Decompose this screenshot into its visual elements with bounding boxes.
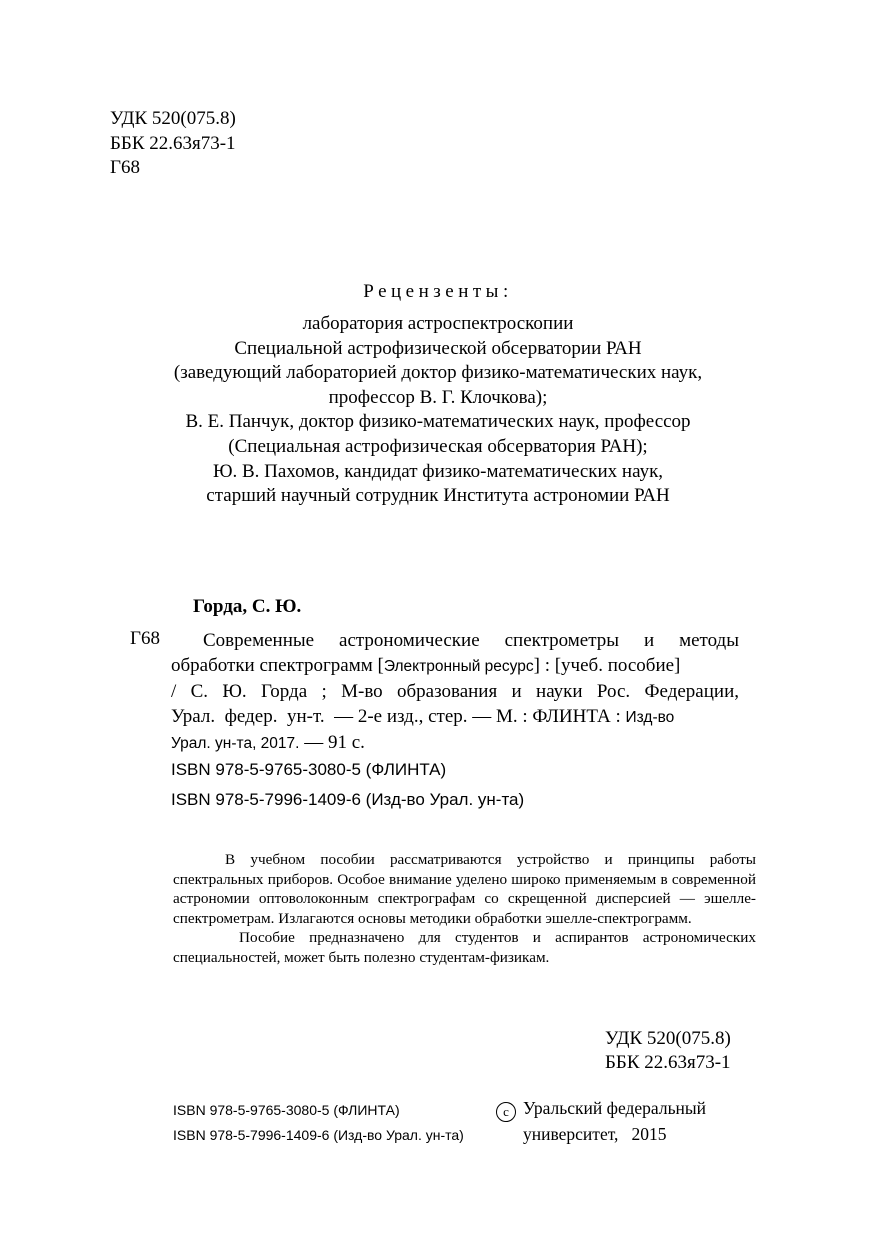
copyright-holder: Уральский федеральный xyxy=(523,1098,707,1118)
bibliographic-author-mark: Г68 xyxy=(130,628,160,649)
bbk-code: ББК 22.63я73-1 xyxy=(605,1052,731,1073)
copyright-icon: c xyxy=(496,1102,516,1122)
bib-line-3: / С. Ю. Горда ; М-во образования и науки Рос. Федерации, xyxy=(171,681,739,702)
bibliographic-author: Горда, С. Ю. xyxy=(193,596,302,617)
bib-line-4: Урал. федер. ун-т. — 2-е изд., стер. — М. : ФЛИНТА : Изд-во xyxy=(171,706,675,727)
reviewer-line: старший научный сотрудник Института астрономии РАН xyxy=(206,485,670,507)
bottom-isbn-list xyxy=(173,1098,464,1148)
bib-line-1: Современные астрономические спектрометры и методы xyxy=(203,630,739,651)
abstract xyxy=(173,850,756,968)
reviewer-line: Ю. В. Пахомов, кандидат физико-математических наук, xyxy=(212,460,664,482)
top-classification-codes xyxy=(110,107,236,181)
reviewer-line: Специальной астрофизической обсерватории РАН xyxy=(234,337,642,359)
abstract-paragraph: В учебном пособии рассматриваются устройство и принципы работы спектральных приборов. Особое внимание уделено широко применяемым в современной астрономии оптоволоконным спектрографам со скрещенной дисперсией — эшелле-спектрометрам. Излагаются основы методики обработки эшелле-спектрограмм. xyxy=(173,851,756,927)
reviewer-line: (Специальная астрофизическая обсерватория РАН); xyxy=(228,435,648,457)
reviewer-line: лаборатория астроспектроскопии xyxy=(302,313,574,334)
electronic-resource-note: Электронный ресурс xyxy=(383,658,534,675)
udk-code: УДК 520(075.8) xyxy=(110,108,236,129)
bib-line-5: Урал. ун-та, 2017. — 91 с. xyxy=(171,732,365,753)
isbn-flinta: ISBN 978-5-9765-3080-5 (ФЛИНТА) xyxy=(171,760,447,779)
reviewers-heading: Рецензенты: xyxy=(363,281,513,302)
abstract-paragraph: Пособие предназначено для студентов и аспирантов астрономических специальностей, может быть полезно студентам-физикам. xyxy=(173,929,756,966)
udk-code: УДК 520(075.8) xyxy=(605,1028,731,1049)
copyright-year: университет, 2015 xyxy=(523,1124,667,1144)
isbn-urfu: ISBN 978-5-7996-1409-6 (Изд-во Урал. ун-та) xyxy=(171,790,525,809)
bottom-classification-codes xyxy=(605,1027,731,1075)
author-mark: Г68 xyxy=(110,157,140,178)
bib-line-2: обработки спектрограмм [Электронный ресурс] : [учеб. пособие] xyxy=(171,655,681,676)
bibliographic-record xyxy=(171,628,739,756)
reviewer-line: профессор В. Г. Клочкова); xyxy=(328,386,548,408)
reviewer-line: (заведующий лабораторией доктор физико-математических наук, xyxy=(173,362,703,384)
reviewers-block xyxy=(0,280,876,509)
isbn-urfu: ISBN 978-5-7996-1409-6 (Изд-во Урал. ун-та) xyxy=(173,1127,464,1143)
copyright-notice xyxy=(496,1096,706,1147)
isbn-flinta: ISBN 978-5-9765-3080-5 (ФЛИНТА) xyxy=(173,1102,400,1118)
bbk-code: ББК 22.63я73-1 xyxy=(110,132,236,154)
reviewer-line: В. Е. Панчук, доктор физико-математических наук, профессор xyxy=(185,411,691,433)
